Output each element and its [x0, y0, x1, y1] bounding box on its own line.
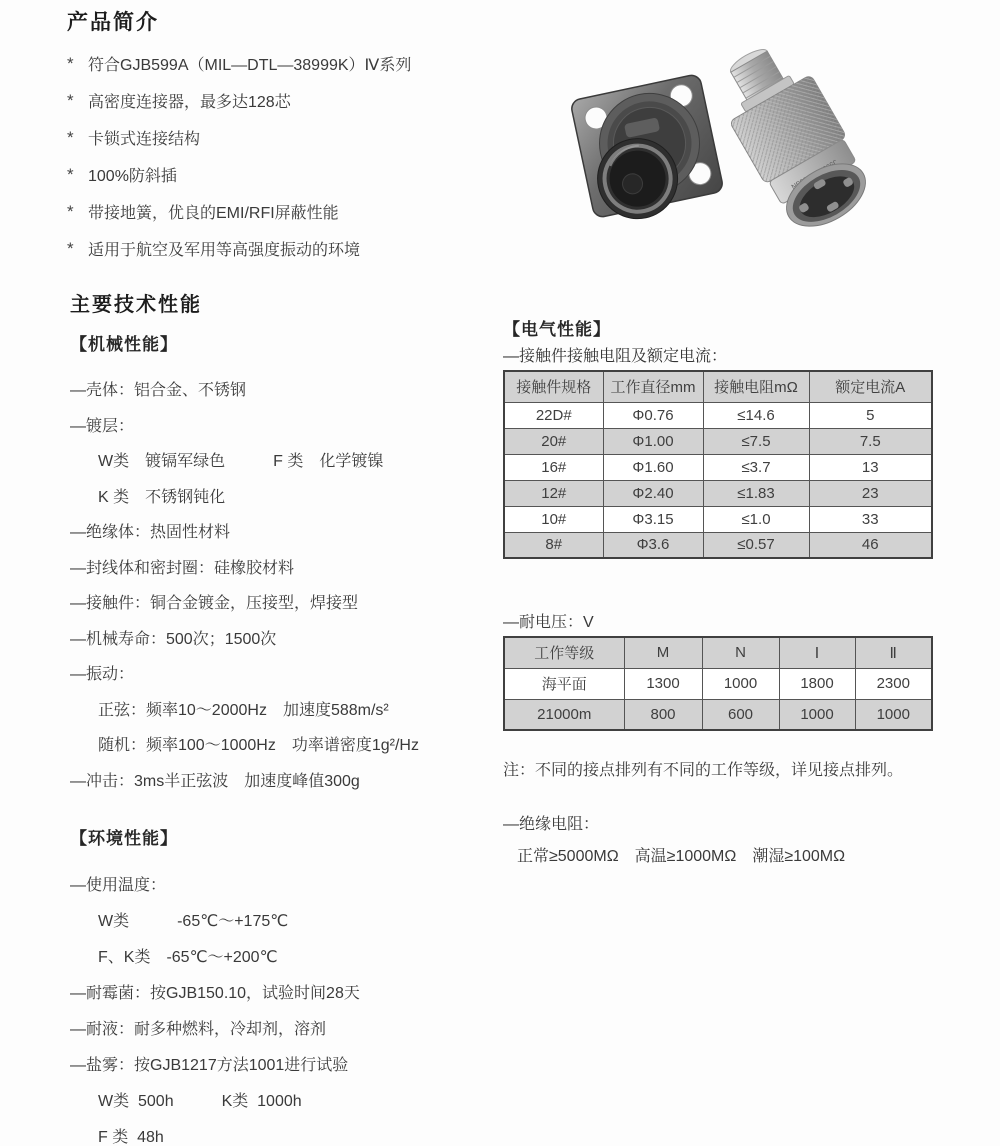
table-cell: 22D#: [504, 402, 603, 428]
table-cell: 1000: [779, 699, 855, 730]
table-header-cell: 工作等级: [504, 637, 624, 668]
bullet-text: 适用于航空及军用等高强度振动的环境: [88, 242, 361, 259]
bullet-text: 符合GJB599A（MIL—DTL—38999K）Ⅳ系列: [88, 57, 412, 74]
table-cell: ≤7.5: [703, 428, 809, 454]
spec-line: W类 500h K类 1000h: [98, 1092, 302, 1110]
table-cell: 33: [809, 506, 932, 532]
table-row: [504, 532, 932, 558]
spec-line: F 类 48h: [98, 1128, 164, 1146]
table-header-cell: N: [702, 637, 779, 668]
environmental-section-heading: 【环境性能】: [70, 829, 178, 848]
intro-bullet: [67, 82, 537, 119]
insulation-label: —绝缘电阻：: [503, 816, 600, 833]
table-row: [504, 454, 932, 480]
table-cell: 13: [809, 454, 932, 480]
table-cell: 海平面: [504, 668, 624, 699]
table-cell: ≤3.7: [703, 454, 809, 480]
spec-line: 随机：频率100～1000Hz 功率谱密度1g²/Hz: [98, 737, 419, 755]
table-cell: Φ1.60: [603, 454, 703, 480]
table-row: [504, 699, 932, 730]
spec-line: —接触件：铜合金镀金，压接型，焊接型: [70, 595, 359, 613]
table-header-cell: 接触电阻mΩ: [703, 371, 809, 402]
table-cell: 20#: [504, 428, 603, 454]
contact-table-subtitle: —接触件接触电阻及额定电流：: [503, 348, 728, 365]
intro-bullet: [67, 45, 537, 82]
contact-resistance-table: [503, 370, 933, 559]
spec-line: —机械寿命：500次；1500次: [70, 630, 277, 648]
product-photo: [552, 38, 887, 248]
table-cell: 1300: [624, 668, 702, 699]
table-cell: 23: [809, 480, 932, 506]
receptacle-connector: [570, 74, 726, 229]
table-row: [504, 480, 932, 506]
table-header-row: [504, 371, 932, 402]
table-cell: ≤0.57: [703, 532, 809, 558]
intro-title: 产品简介: [67, 11, 159, 34]
plug-connector: [705, 38, 880, 241]
intro-bullet: [67, 119, 537, 156]
spec-line: F、K类 -65℃～+200℃: [98, 948, 278, 966]
mechanical-spec-list: [70, 371, 502, 797]
insulation-values: 正常≥5000MΩ 高温≥1000MΩ 潮湿≥100MΩ: [517, 848, 846, 865]
spec-line: —绝缘体：热固性材料: [70, 524, 231, 542]
electrical-section-heading: 【电气性能】: [503, 320, 611, 339]
table-cell: ≤1.0: [703, 506, 809, 532]
spec-line: K 类 不锈钢钝化: [98, 488, 226, 506]
spec-line: —振动：: [70, 666, 135, 684]
intro-bullet: [67, 156, 537, 193]
bullet-text: 卡锁式连接结构: [88, 131, 201, 148]
product-intro-section: [67, 6, 537, 267]
table-cell: 5: [809, 402, 932, 428]
tech-performance-title: 主要技术性能: [70, 294, 202, 316]
table-cell: 800: [624, 699, 702, 730]
spec-line: W类 -65℃～+175℃: [98, 912, 289, 930]
mechanical-section-heading: 【机械性能】: [70, 335, 178, 354]
voltage-label: —耐电压：V: [503, 614, 594, 631]
asterisk-bullet-icon: *: [67, 201, 74, 221]
table-header-cell: Ⅰ: [779, 637, 855, 668]
table-cell: 12#: [504, 480, 603, 506]
table-cell: 46: [809, 532, 932, 558]
table-cell: 1000: [702, 668, 779, 699]
spec-line: —壳体：铝合金、不锈钢: [70, 382, 247, 400]
table-cell: Φ3.6: [603, 532, 703, 558]
bullet-text: 带接地簧，优良的EMI/RFI屏蔽性能: [88, 205, 339, 222]
table-header-cell: M: [624, 637, 702, 668]
table-cell: 21000m: [504, 699, 624, 730]
spec-line: —使用温度：: [70, 876, 167, 894]
table-cell: ≤14.6: [703, 402, 809, 428]
connector-photo-illustration: [552, 38, 887, 248]
intro-bullet: [67, 193, 537, 230]
table-cell: Φ0.76: [603, 402, 703, 428]
table-cell: Φ3.15: [603, 506, 703, 532]
spec-line: W类 镀镉军绿色 F 类 化学镀镍: [98, 453, 384, 471]
table-header-cell: 接触件规格: [504, 371, 603, 402]
table-cell: Φ2.40: [603, 480, 703, 506]
spec-line: 正弦：频率10～2000Hz 加速度588m/s²: [98, 701, 389, 719]
voltage-note: 注：不同的接点排列有不同的工作等级，详见接点排列。: [503, 762, 904, 779]
withstand-voltage-table: [503, 636, 933, 731]
spec-line: —冲击：3ms半正弦波 加速度峰值300g: [70, 772, 360, 790]
spec-line: —封线体和密封圈：硅橡胶材料: [70, 559, 295, 577]
asterisk-bullet-icon: *: [67, 53, 74, 73]
table-cell: 1800: [779, 668, 855, 699]
table-cell: Φ1.00: [603, 428, 703, 454]
table-cell: 7.5: [809, 428, 932, 454]
table-header-cell: Ⅱ: [855, 637, 932, 668]
table-header-row: [504, 637, 932, 668]
table-cell: ≤1.83: [703, 480, 809, 506]
environmental-spec-list: [70, 865, 502, 1146]
spec-line: —耐液：耐多种燃料，冷却剂，溶剂: [70, 1020, 327, 1038]
asterisk-bullet-icon: *: [67, 238, 74, 258]
spec-line: —盐雾：按GJB1217方法1001进行试验: [70, 1056, 349, 1074]
bullet-text: 100%防斜插: [88, 168, 177, 185]
bullet-text: 高密度连接器，最多达128芯: [88, 94, 291, 111]
table-row: [504, 402, 932, 428]
intro-bullet: [67, 230, 537, 267]
table-row: [504, 506, 932, 532]
table-cell: 1000: [855, 699, 932, 730]
asterisk-bullet-icon: *: [67, 164, 74, 184]
left-column: [70, 330, 502, 1146]
table-cell: 16#: [504, 454, 603, 480]
table-header-cell: 额定电流A: [809, 371, 932, 402]
table-cell: 2300: [855, 668, 932, 699]
table-header-cell: 工作直径mm: [603, 371, 703, 402]
spec-line: —耐霉菌：按GJB150.10，试验时间28天: [70, 984, 360, 1002]
table-cell: 600: [702, 699, 779, 730]
right-column: [503, 315, 931, 866]
asterisk-bullet-icon: *: [67, 90, 74, 110]
spec-line: —镀层：: [70, 417, 135, 435]
asterisk-bullet-icon: *: [67, 127, 74, 147]
table-cell: 8#: [504, 532, 603, 558]
table-cell: 10#: [504, 506, 603, 532]
table-row: [504, 428, 932, 454]
intro-bullet-list: [67, 45, 537, 267]
table-row: [504, 668, 932, 699]
